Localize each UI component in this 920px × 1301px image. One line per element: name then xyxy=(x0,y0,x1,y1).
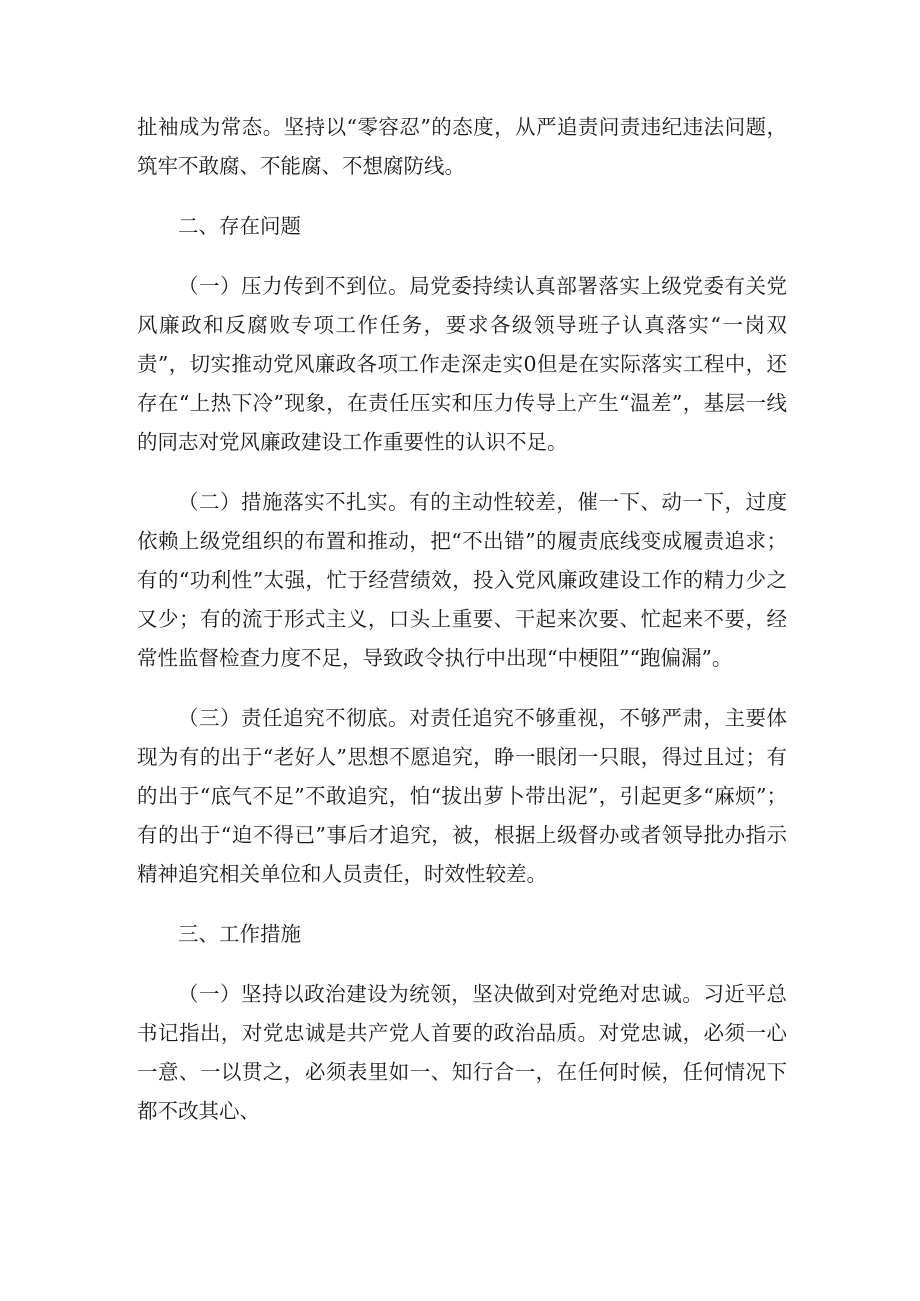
paragraph-measure-1: （一）坚持以政治建设为统领，坚决做到对党绝对忠诚。习近平总书记指出，对党忠诚是共产党人首要的政治品质。对党忠诚，必须一心一意、一以贯之，必须表里如一、知行合一，在任何时候，任何情况下都不改其心、 xyxy=(137,982,787,1123)
paragraph-problem-3: （三）责任追究不彻底。对责任追究不够重视，不够严肃，主要体现为有的出于“老好人”思想不愿追究，睁一眼闭一只眼，得过且过；有的出于“底气不足”不敢追究，怕“拔出萝卜带出泥”，引起更多“麻烦”；有的出于“迫不得已”事后才追究，被，根据上级督办或者领导批办指示精神追究相关单位和人员责任，时效性较差。 xyxy=(137,706,787,886)
document-body xyxy=(137,108,787,1152)
section-heading-measures: 三、工作措施 xyxy=(178,922,301,946)
paragraph-problem-2: （二）措施落实不扎实。有的主动性较差，催一下、动一下，过度依赖上级党组织的布置和推动，把“不出错”的履责底线变成履责追求；有的“功利性”太强，忙于经营绩效，投入党风廉政建设工作的精力少之又少；有的流于形式主义，口头上重要、干起来次要、忙起来不要，经常性监督检查力度不足，导致政令执行中出现“中梗阻”“跑偏漏”。 xyxy=(137,490,787,670)
paragraph-continuation: 扯袖成为常态。坚持以“零容忍”的态度，从严追责问责违纪违法问题，筑牢不敢腐、不能腐、不想腐防线。 xyxy=(137,115,787,178)
section-heading-problems: 二、存在问题 xyxy=(178,214,301,238)
paragraph-problem-1: （一）压力传到不到位。局党委持续认真部署落实上级党委有关党风廉政和反腐败专项工作任务，要求各级领导班子认真落实“一岗双责”，切实推动党风廉政各项工作走深走实0但是在实际落实工程中，还存在“上热下冷”现象，在责任压实和压力传导上产生“温差”，基层一线的同志对党风廉政建设工作重要性的认识不足。 xyxy=(137,274,787,454)
